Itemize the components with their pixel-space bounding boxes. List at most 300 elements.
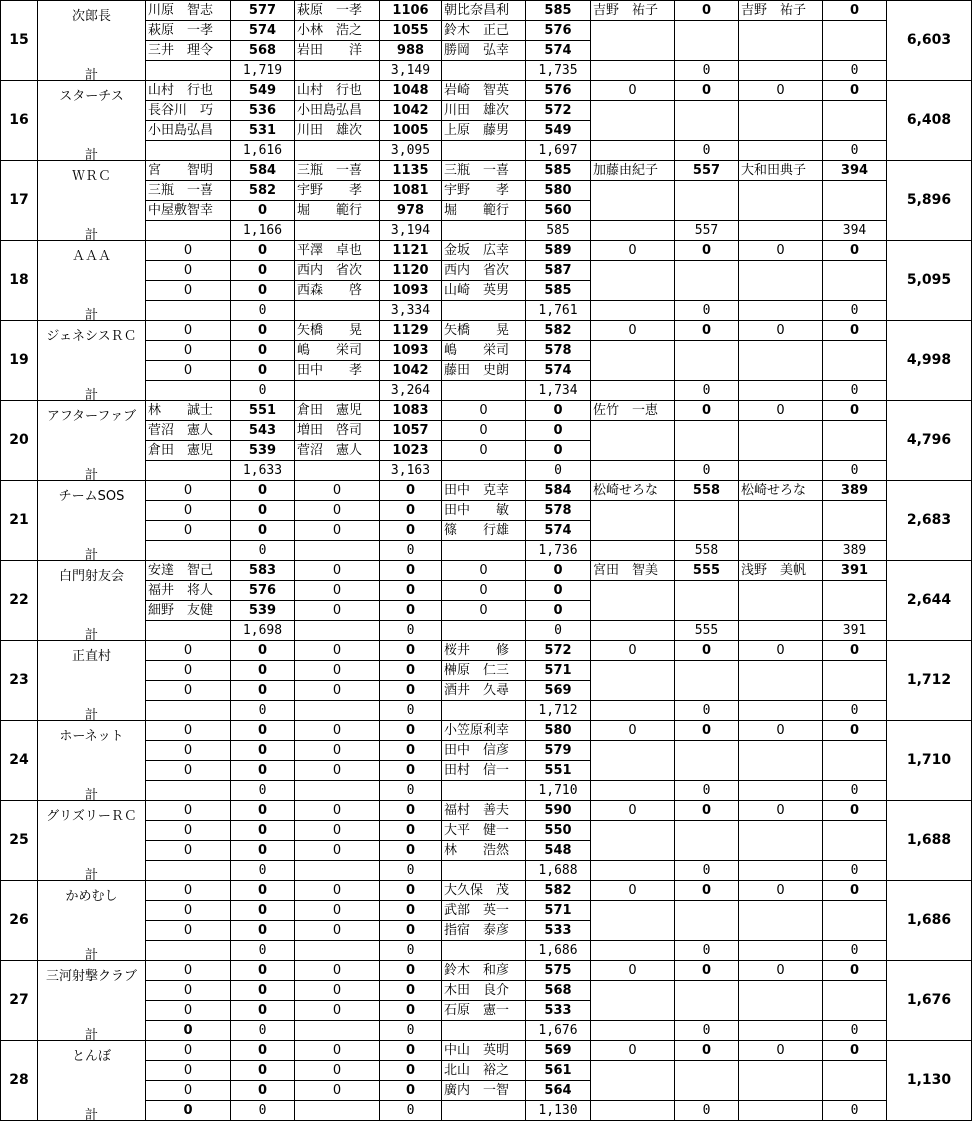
team-name-cell xyxy=(38,1041,146,1121)
shooter-score: 0 xyxy=(231,481,295,501)
shooter-score: 0 xyxy=(380,961,442,981)
subtotal-value: 0 xyxy=(380,621,442,641)
subtotal-value: 0 xyxy=(231,781,295,801)
shooter-score: 0 xyxy=(231,821,295,841)
subtotal-value: 555 xyxy=(675,621,739,641)
empty-cell xyxy=(739,1061,823,1101)
shooter-name: 田中 信彦 xyxy=(442,741,526,761)
shooter-name: 倉田 憲児 xyxy=(295,401,380,421)
empty-cell xyxy=(675,501,739,541)
empty-cell xyxy=(823,981,887,1021)
subtotal-value: 0 xyxy=(675,301,739,321)
shooter-name: 0 xyxy=(591,801,675,821)
shooter-name: 0 xyxy=(295,721,380,741)
shooter-score: 574 xyxy=(526,361,591,381)
empty-cell xyxy=(739,381,823,401)
subtotal-value: 1,130 xyxy=(526,1101,591,1121)
subtotal-value: 0 xyxy=(380,1101,442,1121)
shooter-name: 0 xyxy=(146,681,231,701)
subtotal-value: 0 xyxy=(675,1021,739,1041)
shooter-score: 0 xyxy=(231,741,295,761)
shooter-score: 0 xyxy=(526,421,591,441)
shooter-score: 548 xyxy=(526,841,591,861)
empty-cell xyxy=(591,501,675,541)
empty-cell xyxy=(591,61,675,81)
empty-cell xyxy=(675,181,739,221)
shooter-name: 松崎せろな xyxy=(591,481,675,501)
shooter-name: 0 xyxy=(146,821,231,841)
shooter-name: 岩崎 智英 xyxy=(442,81,526,101)
shooter-name: 0 xyxy=(739,1041,823,1061)
empty-cell xyxy=(739,981,823,1021)
empty-cell xyxy=(442,141,526,161)
team-row xyxy=(1,721,972,741)
shooter-score: 0 xyxy=(526,581,591,601)
shooter-name: 大和田典子 xyxy=(739,161,823,181)
empty-cell xyxy=(739,301,823,321)
shooter-score: 531 xyxy=(231,121,295,141)
shooter-score: 0 xyxy=(231,881,295,901)
shooter-score: 550 xyxy=(526,821,591,841)
empty-cell xyxy=(823,21,887,61)
shooter-score: 0 xyxy=(231,661,295,681)
shooter-score: 585 xyxy=(526,161,591,181)
subtotal-label: 計 xyxy=(84,227,98,241)
shooter-score: 0 xyxy=(231,921,295,941)
empty-cell xyxy=(295,541,380,561)
shooter-name: 堀 範行 xyxy=(295,201,380,221)
shooter-score: 582 xyxy=(231,181,295,201)
shooter-name: 0 xyxy=(146,981,231,1001)
shooter-name: 朝比奈昌利 xyxy=(442,1,526,21)
rank-cell: 17 xyxy=(1,161,38,241)
shooter-name: 吉野 祐子 xyxy=(591,1,675,21)
shooter-score: 571 xyxy=(526,901,591,921)
empty-cell xyxy=(823,741,887,781)
team-name: グリズリーＲＣ xyxy=(46,808,137,824)
empty-cell xyxy=(295,621,380,641)
team-name-cell xyxy=(38,561,146,641)
empty-cell xyxy=(739,581,823,621)
empty-cell xyxy=(591,621,675,641)
team-row xyxy=(1,961,972,981)
subtotal-value: 3,194 xyxy=(380,221,442,241)
empty-cell xyxy=(295,381,380,401)
shooter-name: 0 xyxy=(442,581,526,601)
team-row xyxy=(1,21,972,41)
empty-cell xyxy=(675,101,739,141)
empty-cell xyxy=(591,101,675,141)
empty-cell xyxy=(442,61,526,81)
shooter-score: 582 xyxy=(526,321,591,341)
empty-cell xyxy=(591,21,675,61)
empty-cell xyxy=(739,621,823,641)
shooter-score: 0 xyxy=(380,1001,442,1021)
shooter-name: 0 xyxy=(442,601,526,621)
shooter-score: 587 xyxy=(526,261,591,281)
empty-cell xyxy=(442,941,526,961)
empty-cell xyxy=(739,781,823,801)
subtotal-value: 1,686 xyxy=(526,941,591,961)
shooter-name: 0 xyxy=(591,321,675,341)
shooter-score: 1048 xyxy=(380,81,442,101)
empty-cell xyxy=(739,21,823,61)
subtotal-label: 計 xyxy=(84,547,98,561)
subtotal-value: 3,095 xyxy=(380,141,442,161)
empty-cell xyxy=(823,341,887,381)
team-name-cell xyxy=(38,961,146,1041)
shooter-score: 0 xyxy=(380,581,442,601)
shooter-score: 590 xyxy=(526,801,591,821)
shooter-name: 0 xyxy=(295,1041,380,1061)
empty-cell xyxy=(591,981,675,1021)
shooter-score: 0 xyxy=(231,721,295,741)
shooter-name: 中山 英明 xyxy=(442,1041,526,1061)
empty-cell xyxy=(739,661,823,701)
empty-cell xyxy=(591,941,675,961)
subtotal-value: 0 xyxy=(823,701,887,721)
shooter-name: 0 xyxy=(295,921,380,941)
empty-cell xyxy=(739,141,823,161)
empty-cell xyxy=(295,141,380,161)
shooter-score: 0 xyxy=(231,641,295,661)
empty-cell xyxy=(442,1021,526,1041)
shooter-score: 0 xyxy=(380,1081,442,1101)
shooter-score: 584 xyxy=(526,481,591,501)
team-subtotal-row xyxy=(1,141,972,161)
subtotal-value: 0 xyxy=(526,621,591,641)
team-row xyxy=(1,321,972,341)
subtotal-value: 0 xyxy=(823,461,887,481)
shooter-score: 1083 xyxy=(380,401,442,421)
shooter-score: 1120 xyxy=(380,261,442,281)
shooter-score: 0 xyxy=(231,1061,295,1081)
shooter-score: 0 xyxy=(380,841,442,861)
empty-cell xyxy=(591,581,675,621)
shooter-score: 1005 xyxy=(380,121,442,141)
subtotal-value: 1,710 xyxy=(526,781,591,801)
empty-cell xyxy=(591,781,675,801)
shooter-name: 小田島弘昌 xyxy=(295,101,380,121)
team-row xyxy=(1,181,972,201)
team-name: 次郎長 xyxy=(71,8,111,24)
empty-cell xyxy=(591,141,675,161)
shooter-name: 0 xyxy=(295,641,380,661)
subtotal-value: 1,712 xyxy=(526,701,591,721)
team-row xyxy=(1,561,972,581)
empty-cell xyxy=(442,461,526,481)
rank-cell: 15 xyxy=(1,1,38,81)
shooter-score: 564 xyxy=(526,1081,591,1101)
subtotal-value: 0 xyxy=(823,861,887,881)
subtotal-label: 計 xyxy=(84,1107,98,1121)
empty-cell xyxy=(675,901,739,941)
shooter-name: 宮田 智美 xyxy=(591,561,675,581)
shooter-name: 0 xyxy=(146,521,231,541)
empty-cell xyxy=(675,421,739,461)
subtotal-value: 394 xyxy=(823,221,887,241)
subtotal-value: 0 xyxy=(675,781,739,801)
shooter-score: 0 xyxy=(675,721,739,741)
shooter-name: 0 xyxy=(146,501,231,521)
shooter-name: 菅沼 憲人 xyxy=(295,441,380,461)
subtotal-value: 0 xyxy=(675,381,739,401)
shooter-name: 鈴木 正己 xyxy=(442,21,526,41)
empty-cell xyxy=(295,941,380,961)
empty-cell xyxy=(739,1101,823,1121)
rank-cell: 28 xyxy=(1,1041,38,1121)
shooter-score: 0 xyxy=(675,881,739,901)
subtotal-value: 558 xyxy=(675,541,739,561)
team-name-cell xyxy=(38,241,146,321)
subtotal-label: 計 xyxy=(84,707,98,721)
rank-cell: 26 xyxy=(1,881,38,961)
empty-cell xyxy=(739,61,823,81)
team-subtotal-row xyxy=(1,221,972,241)
shooter-score: 0 xyxy=(380,881,442,901)
empty-cell xyxy=(739,861,823,881)
empty-cell xyxy=(442,621,526,641)
shooter-score: 549 xyxy=(526,121,591,141)
shooter-score: 0 xyxy=(380,561,442,581)
shooter-score: 1055 xyxy=(380,21,442,41)
rank-cell: 25 xyxy=(1,801,38,881)
team-total: 1,710 xyxy=(887,721,972,801)
shooter-score: 0 xyxy=(675,1041,739,1061)
team-row xyxy=(1,81,972,101)
empty-cell xyxy=(295,1101,380,1121)
shooter-name: 0 xyxy=(146,721,231,741)
shooter-name: 0 xyxy=(739,641,823,661)
shooter-score: 0 xyxy=(675,801,739,821)
shooter-name: 三瓶 一喜 xyxy=(146,181,231,201)
shooter-score: 0 xyxy=(380,661,442,681)
results-body xyxy=(1,1,972,1121)
empty-cell xyxy=(675,1061,739,1101)
rank-cell: 18 xyxy=(1,241,38,321)
empty-cell xyxy=(739,901,823,941)
subtotal-value: 1,676 xyxy=(526,1021,591,1041)
shooter-score: 0 xyxy=(380,601,442,621)
shooter-name: 0 xyxy=(591,81,675,101)
subtotal-extra: 0 xyxy=(146,1021,231,1041)
empty-cell xyxy=(146,941,231,961)
shooter-name: 0 xyxy=(146,901,231,921)
shooter-score: 558 xyxy=(675,481,739,501)
shooter-score: 0 xyxy=(380,521,442,541)
subtotal-value: 0 xyxy=(231,1021,295,1041)
shooter-score: 1042 xyxy=(380,101,442,121)
shooter-score: 0 xyxy=(823,881,887,901)
team-name-cell xyxy=(38,161,146,241)
team-name-cell xyxy=(38,721,146,801)
team-row xyxy=(1,501,972,521)
empty-cell xyxy=(591,1021,675,1041)
empty-cell xyxy=(739,261,823,301)
team-subtotal-row xyxy=(1,541,972,561)
shooter-score: 0 xyxy=(231,281,295,301)
team-row xyxy=(1,1041,972,1061)
team-subtotal-row xyxy=(1,301,972,321)
empty-cell xyxy=(295,1021,380,1041)
shooter-score: 533 xyxy=(526,921,591,941)
shooter-score: 0 xyxy=(823,801,887,821)
subtotal-value: 585 xyxy=(526,221,591,241)
subtotal-value: 0 xyxy=(675,141,739,161)
subtotal-label: 計 xyxy=(84,467,98,481)
team-name: ＡＡＡ xyxy=(71,248,111,264)
subtotal-value: 3,334 xyxy=(380,301,442,321)
shooter-score: 1081 xyxy=(380,181,442,201)
shooter-score: 583 xyxy=(231,561,295,581)
empty-cell xyxy=(295,861,380,881)
subtotal-value: 0 xyxy=(823,941,887,961)
shooter-score: 0 xyxy=(231,981,295,1001)
empty-cell xyxy=(823,581,887,621)
shooter-name: 廣内 一智 xyxy=(442,1081,526,1101)
subtotal-value: 0 xyxy=(675,1101,739,1121)
team-subtotal-row xyxy=(1,461,972,481)
team-total: 4,796 xyxy=(887,401,972,481)
team-total: 6,603 xyxy=(887,1,972,81)
shooter-score: 536 xyxy=(231,101,295,121)
shooter-name: 0 xyxy=(295,741,380,761)
shooter-score: 0 xyxy=(231,841,295,861)
team-row xyxy=(1,901,972,921)
shooter-name: 0 xyxy=(739,241,823,261)
empty-cell xyxy=(739,941,823,961)
shooter-score: 0 xyxy=(675,961,739,981)
shooter-score: 549 xyxy=(231,81,295,101)
shooter-score: 389 xyxy=(823,481,887,501)
shooter-name: 0 xyxy=(442,441,526,461)
empty-cell xyxy=(591,661,675,701)
team-name-cell xyxy=(38,481,146,561)
subtotal-value: 0 xyxy=(675,861,739,881)
shooter-score: 0 xyxy=(823,321,887,341)
subtotal-value: 0 xyxy=(380,541,442,561)
shooter-name: 大平 健一 xyxy=(442,821,526,841)
empty-cell xyxy=(675,981,739,1021)
shooter-name: 0 xyxy=(146,1001,231,1021)
team-subtotal-row xyxy=(1,781,972,801)
subtotal-value: 0 xyxy=(823,61,887,81)
shooter-score: 578 xyxy=(526,501,591,521)
rank-cell: 19 xyxy=(1,321,38,401)
team-subtotal-row xyxy=(1,621,972,641)
shooter-score: 585 xyxy=(526,1,591,21)
subtotal-value: 1,616 xyxy=(231,141,295,161)
shooter-score: 0 xyxy=(231,961,295,981)
shooter-name: 矢橋 晃 xyxy=(295,321,380,341)
shooter-score: 0 xyxy=(380,641,442,661)
shooter-score: 0 xyxy=(231,341,295,361)
shooter-score: 569 xyxy=(526,1041,591,1061)
team-row xyxy=(1,261,972,281)
shooter-name: 0 xyxy=(146,281,231,301)
shooter-score: 539 xyxy=(231,441,295,461)
empty-cell xyxy=(675,21,739,61)
shooter-name: 0 xyxy=(146,841,231,861)
team-total: 1,130 xyxy=(887,1041,972,1121)
team-total: 1,712 xyxy=(887,641,972,721)
shooter-score: 0 xyxy=(675,241,739,261)
shooter-score: 0 xyxy=(380,1041,442,1061)
empty-cell xyxy=(146,861,231,881)
empty-cell xyxy=(739,1021,823,1041)
shooter-name: 0 xyxy=(739,81,823,101)
shooter-score: 0 xyxy=(823,401,887,421)
shooter-name: 増田 啓司 xyxy=(295,421,380,441)
subtotal-value: 1,761 xyxy=(526,301,591,321)
shooter-name: 榊原 仁三 xyxy=(442,661,526,681)
team-name-cell xyxy=(38,321,146,401)
shooter-name: 0 xyxy=(146,881,231,901)
shooter-name: 浅野 美帆 xyxy=(739,561,823,581)
shooter-name: 林 浩然 xyxy=(442,841,526,861)
shooter-score: 0 xyxy=(823,961,887,981)
shooter-score: 572 xyxy=(526,101,591,121)
empty-cell xyxy=(146,461,231,481)
shooter-name: 小笠原利幸 xyxy=(442,721,526,741)
shooter-name: 武部 英一 xyxy=(442,901,526,921)
shooter-name: 勝岡 弘幸 xyxy=(442,41,526,61)
shooter-score: 0 xyxy=(231,261,295,281)
rank-cell: 20 xyxy=(1,401,38,481)
empty-cell xyxy=(591,341,675,381)
empty-cell xyxy=(675,661,739,701)
subtotal-value: 0 xyxy=(231,941,295,961)
shooter-name: 萩原 一孝 xyxy=(146,21,231,41)
team-row xyxy=(1,101,972,121)
team-row xyxy=(1,161,972,181)
shooter-score: 0 xyxy=(380,761,442,781)
subtotal-value: 0 xyxy=(823,1021,887,1041)
subtotal-value: 389 xyxy=(823,541,887,561)
subtotal-value: 1,719 xyxy=(231,61,295,81)
shooter-score: 0 xyxy=(380,481,442,501)
shooter-name: 三井 理令 xyxy=(146,41,231,61)
shooter-name: 林 誠士 xyxy=(146,401,231,421)
shooter-score: 0 xyxy=(823,241,887,261)
empty-cell xyxy=(591,861,675,881)
team-row xyxy=(1,741,972,761)
subtotal-value: 0 xyxy=(231,861,295,881)
subtotal-value: 557 xyxy=(675,221,739,241)
team-subtotal-row xyxy=(1,61,972,81)
empty-cell xyxy=(739,501,823,541)
shooter-score: 557 xyxy=(675,161,739,181)
subtotal-value: 0 xyxy=(526,461,591,481)
shooter-score: 569 xyxy=(526,681,591,701)
shooter-name: 菅沼 憲人 xyxy=(146,421,231,441)
subtotal-value: 3,163 xyxy=(380,461,442,481)
shooter-score: 576 xyxy=(231,581,295,601)
shooter-score: 551 xyxy=(231,401,295,421)
shooter-score: 576 xyxy=(526,21,591,41)
subtotal-value: 1,735 xyxy=(526,61,591,81)
subtotal-value: 0 xyxy=(380,861,442,881)
empty-cell xyxy=(442,301,526,321)
team-name: 白門射友会 xyxy=(58,568,124,584)
empty-cell xyxy=(823,181,887,221)
shooter-score: 533 xyxy=(526,1001,591,1021)
shooter-score: 978 xyxy=(380,201,442,221)
team-name-cell xyxy=(38,881,146,961)
team-name: ＷＲＣ xyxy=(71,168,111,184)
shooter-name: 0 xyxy=(442,401,526,421)
shooter-score: 580 xyxy=(526,721,591,741)
